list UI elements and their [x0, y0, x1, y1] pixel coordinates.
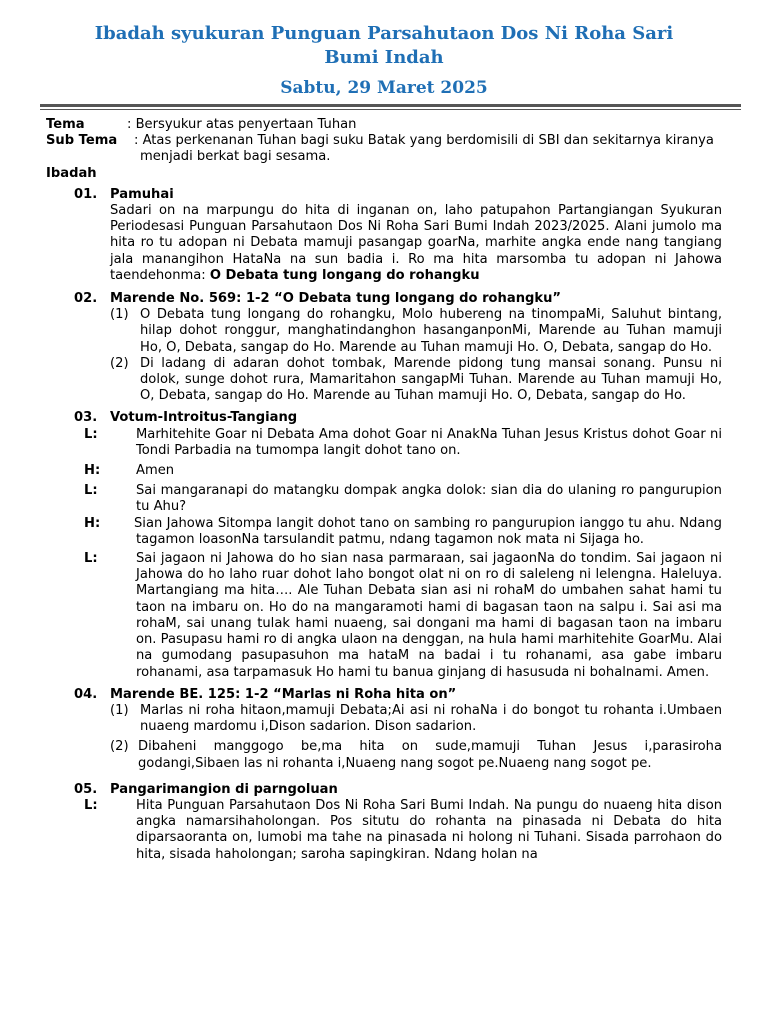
- verse-number: (2): [110, 355, 129, 371]
- subtema-label: Sub Tema: [46, 133, 118, 149]
- verse-number: (2): [110, 739, 129, 755]
- liturgy-line: [46, 798, 722, 863]
- verse-text: O Debata tung longang do rohangku, Molo hubereng na tinompaMi, Saluhut bintang, hilap dohot ronggur, manghatindanghon hasanganponMi, Marende au Tuhan mamuji Ho, O, Debata, sangap do Ho. Marende au Tuhan mamuji Ho. O, Debata, sangap do Ho.: [140, 307, 722, 355]
- liturgy-line: [46, 427, 722, 459]
- speaker-label: L:: [84, 797, 98, 813]
- section-title: Marende No. 569: 1-2 “O Debata tung longang do rohangku”: [110, 291, 562, 307]
- liturgy-line: [46, 483, 722, 515]
- section-heading: [46, 782, 722, 798]
- verse-number: (1): [110, 307, 129, 323]
- ibadah-label: Ibadah: [46, 165, 97, 181]
- section-number: 03.: [74, 410, 98, 426]
- verse-item: [46, 703, 722, 735]
- subtema-row: [46, 133, 722, 165]
- section-title: Votum-Introitus-Tangiang: [110, 410, 298, 426]
- liturgy-text: Sai mangaranapi do matangku dompak angka dolok: sian dia do ulaning ro pangurupion tu Ahu?: [136, 483, 722, 515]
- section-marende-569: [46, 291, 722, 404]
- section-number: 05.: [74, 781, 98, 797]
- title-line-1: Ibadah syukuran Punguan Parsahutaon Dos Ni Roha Sari: [94, 23, 674, 44]
- document-body: [46, 117, 722, 863]
- verse-text: Di ladang di adaran dohot tombak, Marende pidong tung mansai sonang. Punsu ni dolok, sunge dohot rura, Mamaritahon sangapMi Tuhan. Marende au Tuhan mamuji Ho, O, Debata, sangap do Ho. Marende au Tuhan mamuji Ho. O, Debata, sangap do Ho.: [140, 355, 722, 404]
- section-marende-be-125: [46, 687, 722, 772]
- verse-text: Marlas ni roha hitaon,mamuji Debata;Ai asi ni rohaNa i do bongot tu rohanta i.Umbaen nuaeng mardomu i,Dison sadarion. Dison sadarion.: [140, 702, 722, 735]
- liturgy-text: Sian Jahowa Sitompa langit dohot tano on sambing ro pangurupion ianggo tu ahu. Ndang tagamon loasonNa tarsulandit patmu, ndang tagamon nok mata ni Sijaga ho.: [134, 515, 722, 547]
- speaker-label: L:: [84, 483, 98, 499]
- tema-row: [46, 117, 722, 133]
- header-divider-thick: [40, 104, 741, 107]
- liturgy-line: [46, 463, 722, 479]
- section-heading: [46, 187, 722, 203]
- liturgy-line: [46, 551, 722, 681]
- subtema-value: : Atas perkenanan Tuhan bagi suku Batak yang berdomisili di SBI dan sekitarnya kiranya menjadi berkat bagi sesama.: [134, 133, 714, 165]
- tema-value: : Bersyukur atas penyertaan Tuhan: [127, 117, 357, 132]
- liturgy-text: Amen: [136, 463, 175, 479]
- title-line-2: Bumi Indah: [324, 47, 444, 68]
- section-votum: [46, 410, 722, 680]
- verse-item: [46, 307, 722, 356]
- speaker-label: L:: [84, 551, 98, 567]
- section-number: 02.: [74, 291, 98, 307]
- liturgy-line: [46, 516, 722, 548]
- section-title: Marende BE. 125: 1-2 “Marlas ni Roha hita on”: [110, 686, 457, 702]
- tema-label: Tema: [46, 117, 85, 132]
- paragraph-emphasis: O Debata tung longang do rohangku: [209, 267, 480, 283]
- section-pangarimangion: [46, 782, 722, 863]
- section-number: 04.: [74, 686, 98, 702]
- section-heading: [46, 410, 722, 426]
- section-paragraph: [46, 203, 722, 284]
- speaker-label: H:: [84, 463, 101, 479]
- paragraph-text: Sadari on na marpungu do hita di inganan on, laho patupahon Partangiangan Syukuran Periodesasi Punguan Parsahutaon Dos Ni Roha Sari Bumi Indah 2023/2025. Alani jumolo ma hita ro tu adopan ni Debata mamuji pasangap goarNa, marhite angka ende nang tangiang jala manangihon HataNa na sun badia i. Ro ma hita marsomba tu adopan ni Jahowa taendehonma:: [110, 203, 722, 283]
- section-pamuhai: [46, 187, 722, 284]
- event-date: Sabtu, 29 Maret 2025: [280, 78, 488, 98]
- section-heading: [46, 291, 722, 307]
- speaker-label: H:: [84, 515, 101, 531]
- verse-text: Dibaheni manggogo be,ma hita on sude,mamuji Tuhan Jesus i,parasiroha godangi,Sibaen las ni rohanta i,Nuaeng nang sogot pe.Nuaeng nang sogot pe.: [138, 739, 722, 771]
- verse-number: (1): [110, 702, 129, 718]
- section-number: 01.: [74, 186, 98, 202]
- liturgy-text: Sai jagaon ni Jahowa do ho sian nasa parmaraan, sai jagaonNa do tondim. Sai jagaon ni Jahowa do ho laho ruar dohot laho bongot olat ni on ro di saleleng ni lelengna. Haleluya. Martangiang ma hita…. Ale Tuhan Debata sian asi ni rohaM do umbahen sahat hami tu taon na imbaru on. Ho do na mangaramoti hami di bagasan taon na salpu i. Sai asi ma rohaM, sai unang tulak hami nuaeng, sai dongani ma hami di bagasan taon na imbaru on. Pasupasu hami ro di angka ulaon na denggan, na hula hami marhitehite GoarMu. Alai na gumodang pasupasuhon ma hataM na badai i tu rohanami, asa gabe imbaru rohanami, asa tarpamasuk Ho hami tu banua ginjang di hasusuda ni bohalnami. Amen.: [136, 551, 722, 680]
- section-title: Pangarimangion di parngoluan: [110, 781, 338, 797]
- document-header: [0, 22, 768, 100]
- verse-item: [46, 356, 722, 405]
- section-heading: [46, 687, 722, 703]
- liturgy-text: Hita Punguan Parsahutaon Dos Ni Roha Sari Bumi Indah. Na pungu do nuaeng hita dison angka namarsihaholongan. Pos situtu do rohanta na pinasada ni Debata do hita diparsaoranta on, lumobi ma tahe na pinasada ni holong ni Tuhani. Sisada parrohaon do hita, sisada haholongan; saroha sapingkiran. Ndang holan na: [136, 797, 722, 862]
- verse-item: [46, 739, 722, 771]
- section-title: Pamuhai: [110, 186, 174, 202]
- liturgy-text: Marhitehite Goar ni Debata Ama dohot Goar ni AnakNa Tuhan Jesus Kristus dohot Goar ni Tondi Parbadia na tumompa langit dohot tano on.: [136, 426, 722, 458]
- header-divider-thin: [40, 109, 741, 110]
- speaker-label: L:: [84, 426, 98, 442]
